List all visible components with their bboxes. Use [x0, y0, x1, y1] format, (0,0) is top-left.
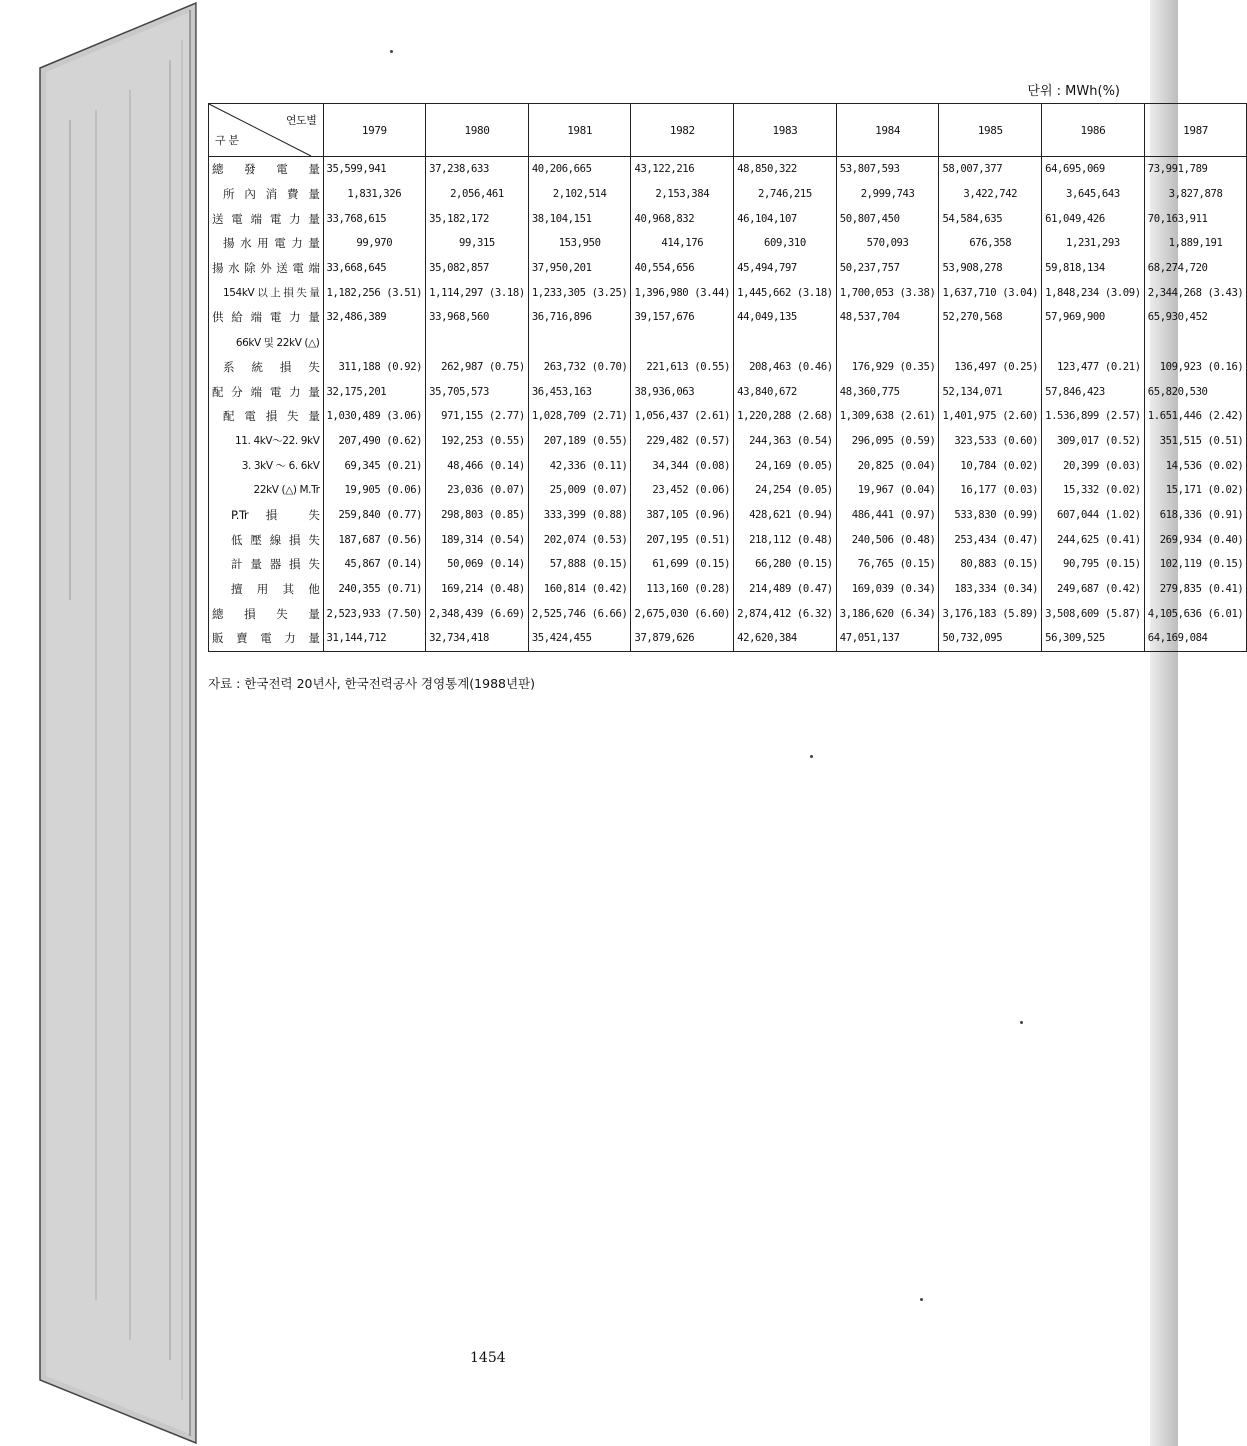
table-cell: 2,348,439 (6.69) — [426, 601, 529, 626]
table-cell: 1,182,256 (3.51) — [323, 280, 426, 305]
table-cell: 1,831,326 — [323, 182, 426, 207]
table-cell: 32,175,201 — [323, 379, 426, 404]
year-header: 1983 — [734, 104, 837, 157]
table-cell: 15,332 (0.02) — [1042, 478, 1145, 503]
table-header-row — [209, 104, 1247, 157]
table-cell: 57,846,423 — [1042, 379, 1145, 404]
table-cell: 189,314 (0.54) — [426, 527, 529, 552]
table-cell: 76,765 (0.15) — [836, 552, 939, 577]
table-cell: 57,888 (0.15) — [528, 552, 631, 577]
table-cell: 43,122,216 — [631, 157, 734, 182]
table-cell: 48,850,322 — [734, 157, 837, 182]
table-cell: 1,848,234 (3.09) — [1042, 280, 1145, 305]
table-cell: 208,463 (0.46) — [734, 355, 837, 380]
table-cell: 176,929 (0.35) — [836, 355, 939, 380]
table-cell: 54,584,635 — [939, 206, 1042, 231]
table-cell: 1,030,489 (3.06) — [323, 404, 426, 429]
table-row — [209, 453, 1247, 478]
table-cell: 187,687 (0.56) — [323, 527, 426, 552]
dust-speck — [1020, 1021, 1023, 1024]
table-cell: 1,889,191 — [1144, 231, 1247, 256]
table-cell: 48,466 (0.14) — [426, 453, 529, 478]
table-cell: 68,274,720 — [1144, 256, 1247, 281]
table-cell: 169,214 (0.48) — [426, 577, 529, 602]
row-label: 送 電 端 電 力 量 — [209, 206, 324, 231]
page-number: 1454 — [470, 1350, 506, 1366]
table-cell: 48,537,704 — [836, 305, 939, 330]
table-cell: 70,163,911 — [1144, 206, 1247, 231]
table-cell: 3,176,183 (5.89) — [939, 601, 1042, 626]
table-cell: 136,497 (0.25) — [939, 355, 1042, 380]
table-row — [209, 305, 1247, 330]
source-note: 자료 : 한국전력 20년사, 한국전력공사 경영통계(1988년판) — [208, 676, 536, 691]
table-cell: 1,231,293 — [1042, 231, 1145, 256]
table-cell: 218,112 (0.48) — [734, 527, 837, 552]
row-label: 揚 水 除 外 送 電 端 — [209, 256, 324, 281]
table-row — [209, 379, 1247, 404]
table-cell: 56,309,525 — [1042, 626, 1145, 651]
table-cell: 2,525,746 (6.66) — [528, 601, 631, 626]
table-cell: 46,104,107 — [734, 206, 837, 231]
table-cell: 240,506 (0.48) — [836, 527, 939, 552]
table-cell: 33,668,645 — [323, 256, 426, 281]
table-row — [209, 157, 1247, 182]
table-cell: 296,095 (0.59) — [836, 429, 939, 454]
table-row — [209, 231, 1247, 256]
table-cell: 32,486,389 — [323, 305, 426, 330]
table-cell: 4,105,636 (6.01) — [1144, 601, 1247, 626]
table-cell: 263,732 (0.70) — [528, 355, 631, 380]
row-label: 154kV 以 上 損 失 量 — [209, 280, 324, 305]
table-cell: 609,310 — [734, 231, 837, 256]
table-cell: 44,049,135 — [734, 305, 837, 330]
table-cell: 1,309,638 (2.61) — [836, 404, 939, 429]
table-row — [209, 626, 1247, 651]
table-cell: 23,036 (0.07) — [426, 478, 529, 503]
table-cell: 207,195 (0.51) — [631, 527, 734, 552]
table-cell: 35,082,857 — [426, 256, 529, 281]
table-row — [209, 429, 1247, 454]
table-cell: 618,336 (0.91) — [1144, 503, 1247, 528]
row-label: 擅 用 其 他 — [209, 577, 324, 602]
corner-header — [209, 104, 324, 157]
unit-label: 단위 : MWh(%) — [1027, 84, 1120, 99]
table-cell — [323, 330, 426, 355]
table-cell: 311,188 (0.92) — [323, 355, 426, 380]
row-label: 配 分 端 電 力 量 — [209, 379, 324, 404]
table-row — [209, 256, 1247, 281]
table-cell: 1,114,297 (3.18) — [426, 280, 529, 305]
table-cell: 113,160 (0.28) — [631, 577, 734, 602]
table-cell: 160,814 (0.42) — [528, 577, 631, 602]
table-cell: 102,119 (0.15) — [1144, 552, 1247, 577]
table-cell: 25,009 (0.07) — [528, 478, 631, 503]
table-cell: 38,936,063 — [631, 379, 734, 404]
table-cell: 40,968,832 — [631, 206, 734, 231]
row-label: 總 損 失 量 — [209, 601, 324, 626]
table-cell: 50,807,450 — [836, 206, 939, 231]
table-cell: 240,355 (0.71) — [323, 577, 426, 602]
table-cell — [1144, 330, 1247, 355]
table-cell: 3,508,609 (5.87) — [1042, 601, 1145, 626]
table-cell: 52,134,071 — [939, 379, 1042, 404]
table-cell: 40,554,656 — [631, 256, 734, 281]
table-row — [209, 503, 1247, 528]
table-cell: 1,637,710 (3.04) — [939, 280, 1042, 305]
table-cell: 1,396,980 (3.44) — [631, 280, 734, 305]
row-label: 66kV 및 22kV (△) — [209, 330, 324, 355]
table-cell: 38,104,151 — [528, 206, 631, 231]
table-cell: 1,401,975 (2.60) — [939, 404, 1042, 429]
table-cell: 15,171 (0.02) — [1144, 478, 1247, 503]
table-cell: 19,967 (0.04) — [836, 478, 939, 503]
table-cell: 269,934 (0.40) — [1144, 527, 1247, 552]
table-row — [209, 552, 1247, 577]
table-cell: 253,434 (0.47) — [939, 527, 1042, 552]
table-cell: 52,270,568 — [939, 305, 1042, 330]
table-cell: 31,144,712 — [323, 626, 426, 651]
table-cell: 1,220,288 (2.68) — [734, 404, 837, 429]
table-cell: 66,280 (0.15) — [734, 552, 837, 577]
table-cell: 2,999,743 — [836, 182, 939, 207]
corner-category-label: 구 분 — [215, 134, 239, 147]
table-cell: 57,969,900 — [1042, 305, 1145, 330]
table-cell — [528, 330, 631, 355]
table-cell — [734, 330, 837, 355]
table-cell — [426, 330, 529, 355]
corner-year-label: 연도별 — [285, 114, 317, 127]
table-cell: 35,182,172 — [426, 206, 529, 231]
row-label: 販 賣 電 力 量 — [209, 626, 324, 651]
table-cell: 1,445,662 (3.18) — [734, 280, 837, 305]
table-cell: 309,017 (0.52) — [1042, 429, 1145, 454]
table-cell: 37,879,626 — [631, 626, 734, 651]
year-header: 1987 — [1144, 104, 1247, 157]
table-cell: 45,494,797 — [734, 256, 837, 281]
table-cell: 387,105 (0.96) — [631, 503, 734, 528]
table-cell: 3,645,643 — [1042, 182, 1145, 207]
table-cell: 262,987 (0.75) — [426, 355, 529, 380]
table-cell: 50,069 (0.14) — [426, 552, 529, 577]
row-label: 供 給 端 電 力 量 — [209, 305, 324, 330]
table-cell: 207,189 (0.55) — [528, 429, 631, 454]
row-label: 揚 水 用 電 力 量 — [209, 231, 324, 256]
table-cell: 36,453,163 — [528, 379, 631, 404]
table-cell: 414,176 — [631, 231, 734, 256]
table-cell: 351,515 (0.51) — [1144, 429, 1247, 454]
table-cell: 2,675,030 (6.60) — [631, 601, 734, 626]
table-cell: 37,950,201 — [528, 256, 631, 281]
table-cell: 19,905 (0.06) — [323, 478, 426, 503]
table-cell: 34,344 (0.08) — [631, 453, 734, 478]
dust-speck — [920, 1298, 923, 1301]
table-cell: 23,452 (0.06) — [631, 478, 734, 503]
table-cell: 43,840,672 — [734, 379, 837, 404]
table-cell: 65,820,530 — [1144, 379, 1247, 404]
row-label: 低 壓 線 損 失 — [209, 527, 324, 552]
table-cell: 183,334 (0.34) — [939, 577, 1042, 602]
table-cell: 2,523,933 (7.50) — [323, 601, 426, 626]
table-cell: 50,237,757 — [836, 256, 939, 281]
table-cell: 99,315 — [426, 231, 529, 256]
table-row — [209, 182, 1247, 207]
table-row — [209, 330, 1247, 355]
year-header: 1984 — [836, 104, 939, 157]
table-cell: 59,818,134 — [1042, 256, 1145, 281]
table-cell: 14,536 (0.02) — [1144, 453, 1247, 478]
table-row — [209, 527, 1247, 552]
table-cell: 533,830 (0.99) — [939, 503, 1042, 528]
dust-speck — [810, 755, 813, 758]
table-cell — [1042, 330, 1145, 355]
year-header: 1985 — [939, 104, 1042, 157]
year-header: 1981 — [528, 104, 631, 157]
row-label: 22kV (△) M.Tr — [209, 478, 324, 503]
table-cell: 2,746,215 — [734, 182, 837, 207]
table-cell: 3,422,742 — [939, 182, 1042, 207]
table-cell: 2,056,461 — [426, 182, 529, 207]
electricity-loss-table — [208, 103, 1247, 652]
table-cell: 61,699 (0.15) — [631, 552, 734, 577]
table-cell: 64,169,084 — [1144, 626, 1247, 651]
table-cell — [836, 330, 939, 355]
table-cell: 221,613 (0.55) — [631, 355, 734, 380]
table-cell: 53,908,278 — [939, 256, 1042, 281]
table-cell: 244,625 (0.41) — [1042, 527, 1145, 552]
row-label: 11. 4kV～22. 9kV — [209, 429, 324, 454]
table-cell: 24,254 (0.05) — [734, 478, 837, 503]
table-row — [209, 206, 1247, 231]
table-cell: 33,768,615 — [323, 206, 426, 231]
table-cell: 570,093 — [836, 231, 939, 256]
table-cell: 42,620,384 — [734, 626, 837, 651]
table-cell: 3,186,620 (6.34) — [836, 601, 939, 626]
table-cell: 1,056,437 (2.61) — [631, 404, 734, 429]
table-cell: 36,716,896 — [528, 305, 631, 330]
year-header: 1986 — [1042, 104, 1145, 157]
table-cell: 298,803 (0.85) — [426, 503, 529, 528]
table-cell: 65,930,452 — [1144, 305, 1247, 330]
dust-speck — [390, 50, 393, 53]
table-cell: 20,825 (0.04) — [836, 453, 939, 478]
table-cell: 10,784 (0.02) — [939, 453, 1042, 478]
table-cell: 2,153,384 — [631, 182, 734, 207]
row-label: 配 電 損 失 量 — [209, 404, 324, 429]
table-cell: 244,363 (0.54) — [734, 429, 837, 454]
table-cell: 279,835 (0.41) — [1144, 577, 1247, 602]
table-cell — [631, 330, 734, 355]
table-cell: 123,477 (0.21) — [1042, 355, 1145, 380]
table-cell: 214,489 (0.47) — [734, 577, 837, 602]
year-header: 1982 — [631, 104, 734, 157]
table-cell: 35,424,455 — [528, 626, 631, 651]
table-cell: 333,399 (0.88) — [528, 503, 631, 528]
table-cell: 33,968,560 — [426, 305, 529, 330]
table-cell: 607,044 (1.02) — [1042, 503, 1145, 528]
table-cell: 80,883 (0.15) — [939, 552, 1042, 577]
table-cell: 202,074 (0.53) — [528, 527, 631, 552]
row-label: 計 量 器 損 失 — [209, 552, 324, 577]
table-cell: 42,336 (0.11) — [528, 453, 631, 478]
table-cell: 486,441 (0.97) — [836, 503, 939, 528]
table-cell: 207,490 (0.62) — [323, 429, 426, 454]
table-cell: 428,621 (0.94) — [734, 503, 837, 528]
table-cell: 61,049,426 — [1042, 206, 1145, 231]
table-cell: 69,345 (0.21) — [323, 453, 426, 478]
table-row — [209, 478, 1247, 503]
table-cell: 229,482 (0.57) — [631, 429, 734, 454]
table-cell: 32,734,418 — [426, 626, 529, 651]
table-cell: 35,599,941 — [323, 157, 426, 182]
table-cell: 50,732,095 — [939, 626, 1042, 651]
row-label: P.Tr 損 失 — [209, 503, 324, 528]
table-cell: 169,039 (0.34) — [836, 577, 939, 602]
table-cell: 47,051,137 — [836, 626, 939, 651]
table-cell: 53,807,593 — [836, 157, 939, 182]
table-cell: 259,840 (0.77) — [323, 503, 426, 528]
table-row — [209, 355, 1247, 380]
row-label: 總 發 電 量 — [209, 157, 324, 182]
table-cell: 676,358 — [939, 231, 1042, 256]
table-cell: 37,238,633 — [426, 157, 529, 182]
table-cell: 64,695,069 — [1042, 157, 1145, 182]
table-row — [209, 280, 1247, 305]
table-cell: 73,991,789 — [1144, 157, 1247, 182]
table-cell: 323,533 (0.60) — [939, 429, 1042, 454]
table-cell: 40,206,665 — [528, 157, 631, 182]
table-cell: 35,705,573 — [426, 379, 529, 404]
table-cell: 109,923 (0.16) — [1144, 355, 1247, 380]
table-cell: 2,102,514 — [528, 182, 631, 207]
table-cell: 45,867 (0.14) — [323, 552, 426, 577]
table-row — [209, 577, 1247, 602]
table-cell: 1,233,305 (3.25) — [528, 280, 631, 305]
table-cell: 1,028,709 (2.71) — [528, 404, 631, 429]
table-cell: 192,253 (0.55) — [426, 429, 529, 454]
table-cell: 2,874,412 (6.32) — [734, 601, 837, 626]
table-cell: 24,169 (0.05) — [734, 453, 837, 478]
row-label: 系 統 損 失 — [209, 355, 324, 380]
table-cell: 153,950 — [528, 231, 631, 256]
table-cell: 20,399 (0.03) — [1042, 453, 1145, 478]
row-label: 3. 3kV ～ 6. 6kV — [209, 453, 324, 478]
table-cell: 971,155 (2.77) — [426, 404, 529, 429]
table-cell — [939, 330, 1042, 355]
table-cell: 48,360,775 — [836, 379, 939, 404]
table-cell: 1.651,446 (2.42) — [1144, 404, 1247, 429]
table-cell: 58,007,377 — [939, 157, 1042, 182]
table-cell: 249,687 (0.42) — [1042, 577, 1145, 602]
table-cell: 16,177 (0.03) — [939, 478, 1042, 503]
year-header: 1979 — [323, 104, 426, 157]
table-cell: 2,344,268 (3.43) — [1144, 280, 1247, 305]
table-cell: 3,827,878 — [1144, 182, 1247, 207]
table-row — [209, 601, 1247, 626]
table-cell: 39,157,676 — [631, 305, 734, 330]
table-cell: 99,970 — [323, 231, 426, 256]
year-header: 1980 — [426, 104, 529, 157]
row-label: 所 內 消 費 量 — [209, 182, 324, 207]
table-row — [209, 404, 1247, 429]
table-cell: 90,795 (0.15) — [1042, 552, 1145, 577]
table-cell: 1,700,053 (3.38) — [836, 280, 939, 305]
table-cell: 1.536,899 (2.57) — [1042, 404, 1145, 429]
